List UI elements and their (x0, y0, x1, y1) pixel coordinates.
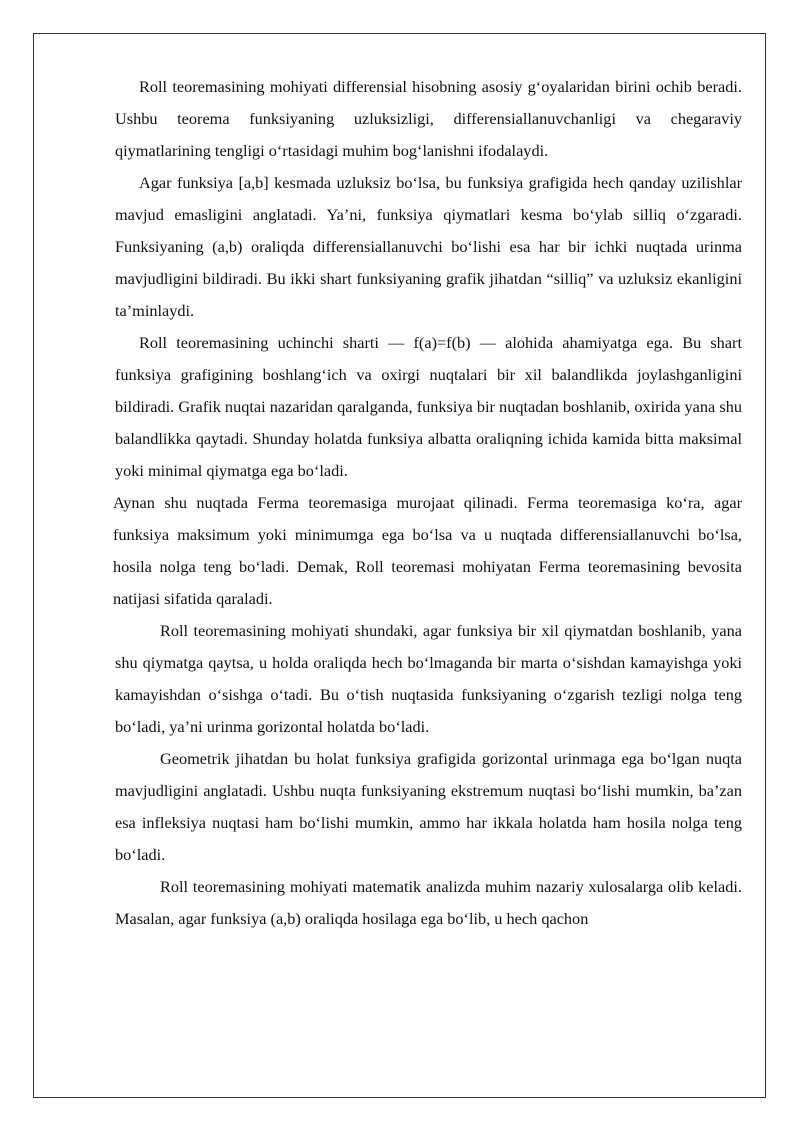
paragraph: Roll teoremasining mohiyati shundaki, agar funksiya bir xil qiymatdan boshlanib, yana shu qiymatga qaytsa, u holda oraliqda hech bo‘lmaganda bir marta o‘sishdan kamayishga yoki kamayishdan o‘sishga o‘tadi. Bu o‘tish nuqtasida funksiyaning o‘zgarish tezligi nolga teng bo‘ladi, ya’ni urinma gorizontal holatda bo‘ladi. (115, 621, 742, 736)
paragraph: Roll teoremasining mohiyati matematik analizda muhim nazariy xulosalarga olib keladi. Masalan, agar funksiya (a,b) oraliqda hosilaga ega bo‘lib, u hech qachon (115, 877, 742, 928)
paragraph: Roll teoremasining mohiyati differensial hisobning asosiy g‘oyalaridan birini ochib beradi. Ushbu teorema funksiyaning uzluksizligi, differensiallanuvchanligi va chegaraviy qiymatlarining tengligi o‘rtasidagi muhim bog‘lanishni ifodalaydi. (115, 77, 742, 160)
paragraph: Roll teoremasining uchinchi sharti — f(a)=f(b) — alohida ahamiyatga ega. Bu shart funksiya grafigining boshlang‘ich va oxirgi nuqtalari bir xil balandlikda joylashganligini bildiradi. Grafik nuqtai nazaridan qaralganda, funksiya bir nuqtadan boshlanib, oxirida yana shu balandlikka qaytadi. Shunday holatda funksiya albatta oraliqning ichida kamida bitta maksimal yoki minimal qiymatga ega bo‘ladi. (115, 333, 742, 480)
paragraph: Agar funksiya [a,b] kesmada uzluksiz bo‘lsa, bu funksiya grafigida hech qanday uzilishlar mavjud emasligini anglatadi. Ya’ni, funksiya qiymatlari kesma bo‘ylab silliq o‘zgaradi. Funksiyaning (a,b) oraliqda differensiallanuvchi bo‘lishi esa har bir ichki nuqtada urinma mavjudligini bildiradi. Bu ikki shart funksiyaning grafik jihatdan “silliq” va uzluksiz ekanligini ta’minlaydi. (115, 173, 742, 320)
paragraph: Geometrik jihatdan bu holat funksiya grafigida gorizontal urinmaga ega bo‘lgan nuqta mavjudligini anglatadi. Ushbu nuqta funksiyaning ekstremum nuqtasi bo‘lishi mumkin, ba’zan esa infleksiya nuqtasi ham bo‘lishi mumkin, ammo har ikkala holatda ham hosila nolga teng bo‘ladi. (115, 749, 742, 864)
paragraph: Aynan shu nuqtada Ferma teoremasiga murojaat qilinadi. Ferma teoremasiga ko‘ra, agar funksiya maksimum yoki minimumga ega bo‘lsa va u nuqtada differensiallanuvchi bo‘lsa, hosila nolga teng bo‘ladi. Demak, Roll teoremasi mohiyatan Ferma teoremasining bevosita natijasi sifatida qaraladi. (113, 493, 742, 608)
document-body (115, 71, 742, 935)
